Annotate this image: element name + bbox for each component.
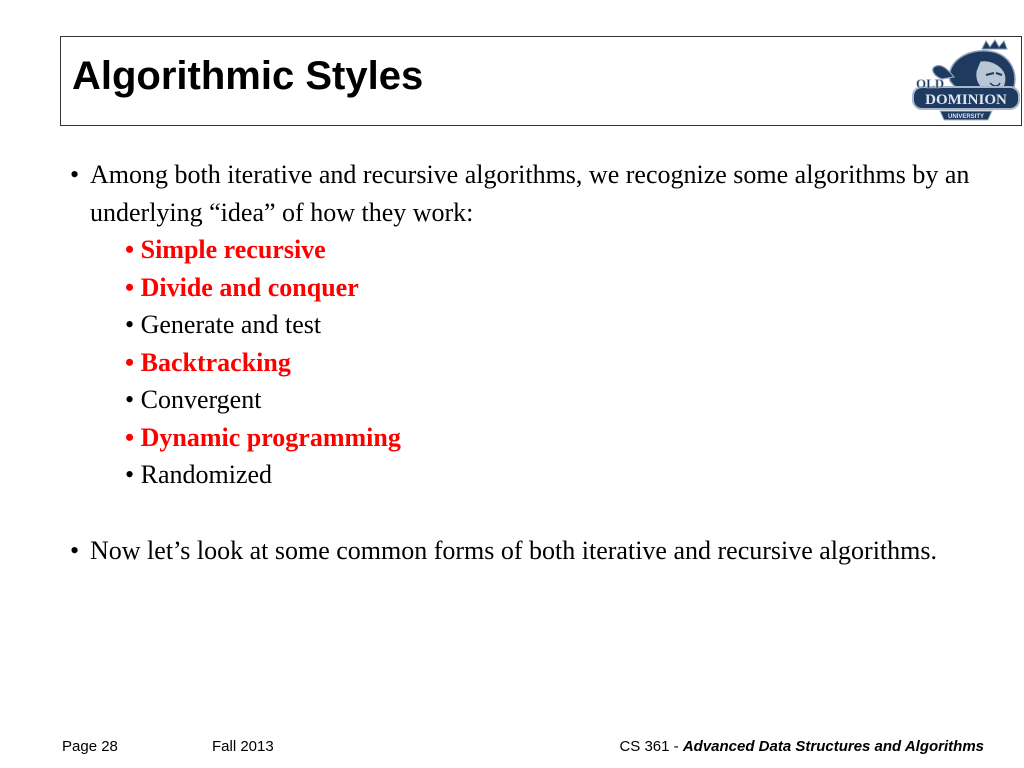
bullet-marker: • <box>70 160 80 189</box>
style-label: Convergent <box>140 385 262 414</box>
bullet-marker: • <box>125 347 135 377</box>
style-label: Divide and conquer <box>140 272 359 302</box>
intro-bullet <box>70 156 970 231</box>
style-item-randomized <box>70 456 970 494</box>
bullet-marker: • <box>125 235 135 264</box>
spacer <box>70 494 970 532</box>
footer-course-code: CS 361 - <box>619 738 683 755</box>
slide-title: Algorithmic Styles <box>72 54 424 98</box>
footer-course <box>619 738 984 756</box>
style-item-simple-recursive <box>70 231 970 269</box>
bullet-marker: • <box>125 385 135 414</box>
bullet-marker: • <box>125 310 135 339</box>
style-item-generate-and-test <box>70 306 970 344</box>
footer-course-name: Advanced Data Structures and Algorithms <box>682 738 984 755</box>
style-label: Dynamic programming <box>140 422 401 452</box>
slide-content <box>70 156 970 569</box>
intro-bullet-text: Among both iterative and recursive algorithms, we recognize some algorithms by an underlying “idea” of how they work: <box>90 160 970 227</box>
title-box <box>60 36 1022 126</box>
closing-bullet <box>70 532 970 570</box>
footer-term: Fall 2013 <box>212 738 274 755</box>
footer-page-number: Page 28 <box>62 738 118 755</box>
style-item-backtracking <box>70 344 970 382</box>
university-logo-icon <box>910 37 1022 127</box>
bullet-marker: • <box>70 535 80 565</box>
algorithm-styles-list <box>70 231 970 494</box>
style-label: Generate and test <box>140 310 322 339</box>
style-label: Randomized <box>140 460 273 489</box>
logo-text-old: OLD <box>916 76 945 91</box>
bullet-marker: • <box>125 272 135 302</box>
style-item-divide-and-conquer <box>70 269 970 307</box>
logo-text-dominion: DOMINION <box>925 92 1007 108</box>
style-label: Simple recursive <box>140 235 326 264</box>
style-label: Backtracking <box>140 347 291 377</box>
logo-text-university: UNIVERSITY <box>947 114 985 120</box>
style-item-dynamic-programming <box>70 419 970 457</box>
bullet-marker: • <box>125 422 135 452</box>
closing-bullet-text: Now let’s look at some common forms of both iterative and recursive algorithms. <box>90 535 937 565</box>
bullet-marker: • <box>125 460 135 489</box>
style-item-convergent <box>70 381 970 419</box>
